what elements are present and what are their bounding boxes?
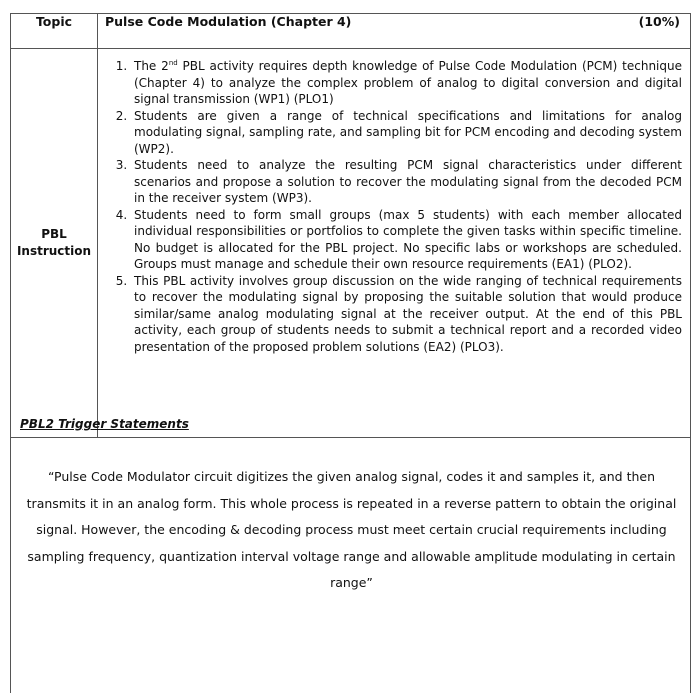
topic-weight: (10%)	[638, 14, 680, 29]
instruction-item-4: 4. Students need to form small groups (max 5 students) with each member allocated individual responsibilities or portfolios to complete the given tasks within specific timeline. No budget is allocated for the PBL project. No specific labs or workshops are scheduled. Groups must manage and schedule their own resource requirements (EA1) (PLO2).	[131, 207, 682, 273]
instruction-item-1-pre: The 2	[134, 59, 169, 73]
topic-cell	[98, 14, 691, 49]
instruction-label-line1: PBL	[41, 227, 67, 241]
instruction-label	[11, 49, 98, 438]
trigger-section	[10, 403, 691, 693]
instruction-row	[11, 49, 691, 438]
instruction-item-1	[131, 58, 682, 108]
instruction-item-1-sup: nd	[168, 59, 178, 67]
instruction-item-3: 3. Students need to analyze the resulting PCM signal characteristics under different scenarios and propose a solution to recover the modulating signal from the decoded PCM in the receiver system (WP3).	[131, 157, 682, 207]
topic-label: Topic	[11, 14, 98, 49]
instruction-list	[98, 49, 690, 355]
instruction-item-5: 5. This PBL activity involves group discussion on the wide ranging of technical requirements to recover the modulating signal by proposing the suitable solution that would produce similar/same analog modulating signal at the receiver output. At the end of this PBL activity, each group of students needs to submit a technical report and a recorded video presentation of the proposed problem solutions (EA2) (PLO3).	[131, 273, 682, 356]
trigger-statement: “Pulse Code Modulator circuit digitizes the given analog signal, codes it and samples it, and then transmits it in an analog form. This whole process is repeated in a reverse pattern to obtain the original signal. However, the encoding & decoding process must meet certain crucial requirements including sampling frequency, quantization interval voltage range and allowable amplitude modulating in certain range”	[26, 469, 677, 590]
instruction-label-line2: Instruction	[16, 244, 92, 258]
instruction-cell	[98, 49, 691, 438]
trigger-title: PBL2 Trigger Statements	[20, 417, 189, 431]
instruction-item-1-post: PBL activity requires depth knowledge of Pulse Code Modulation (PCM) technique (Chapter 4) to analyze the complex problem of analog to digital conversion and digital signal transmission (WP1) (PLO1)	[134, 59, 682, 106]
topic-title: Pulse Code Modulation (Chapter 4)	[105, 14, 352, 29]
topic-row	[11, 14, 691, 49]
pbl-table	[10, 13, 691, 438]
instruction-item-2: 2. Students are given a range of technical specifications and limitations for analog modulating signal, sampling rate, and sampling bit for PCM encoding and decoding system (WP2).	[131, 108, 682, 158]
